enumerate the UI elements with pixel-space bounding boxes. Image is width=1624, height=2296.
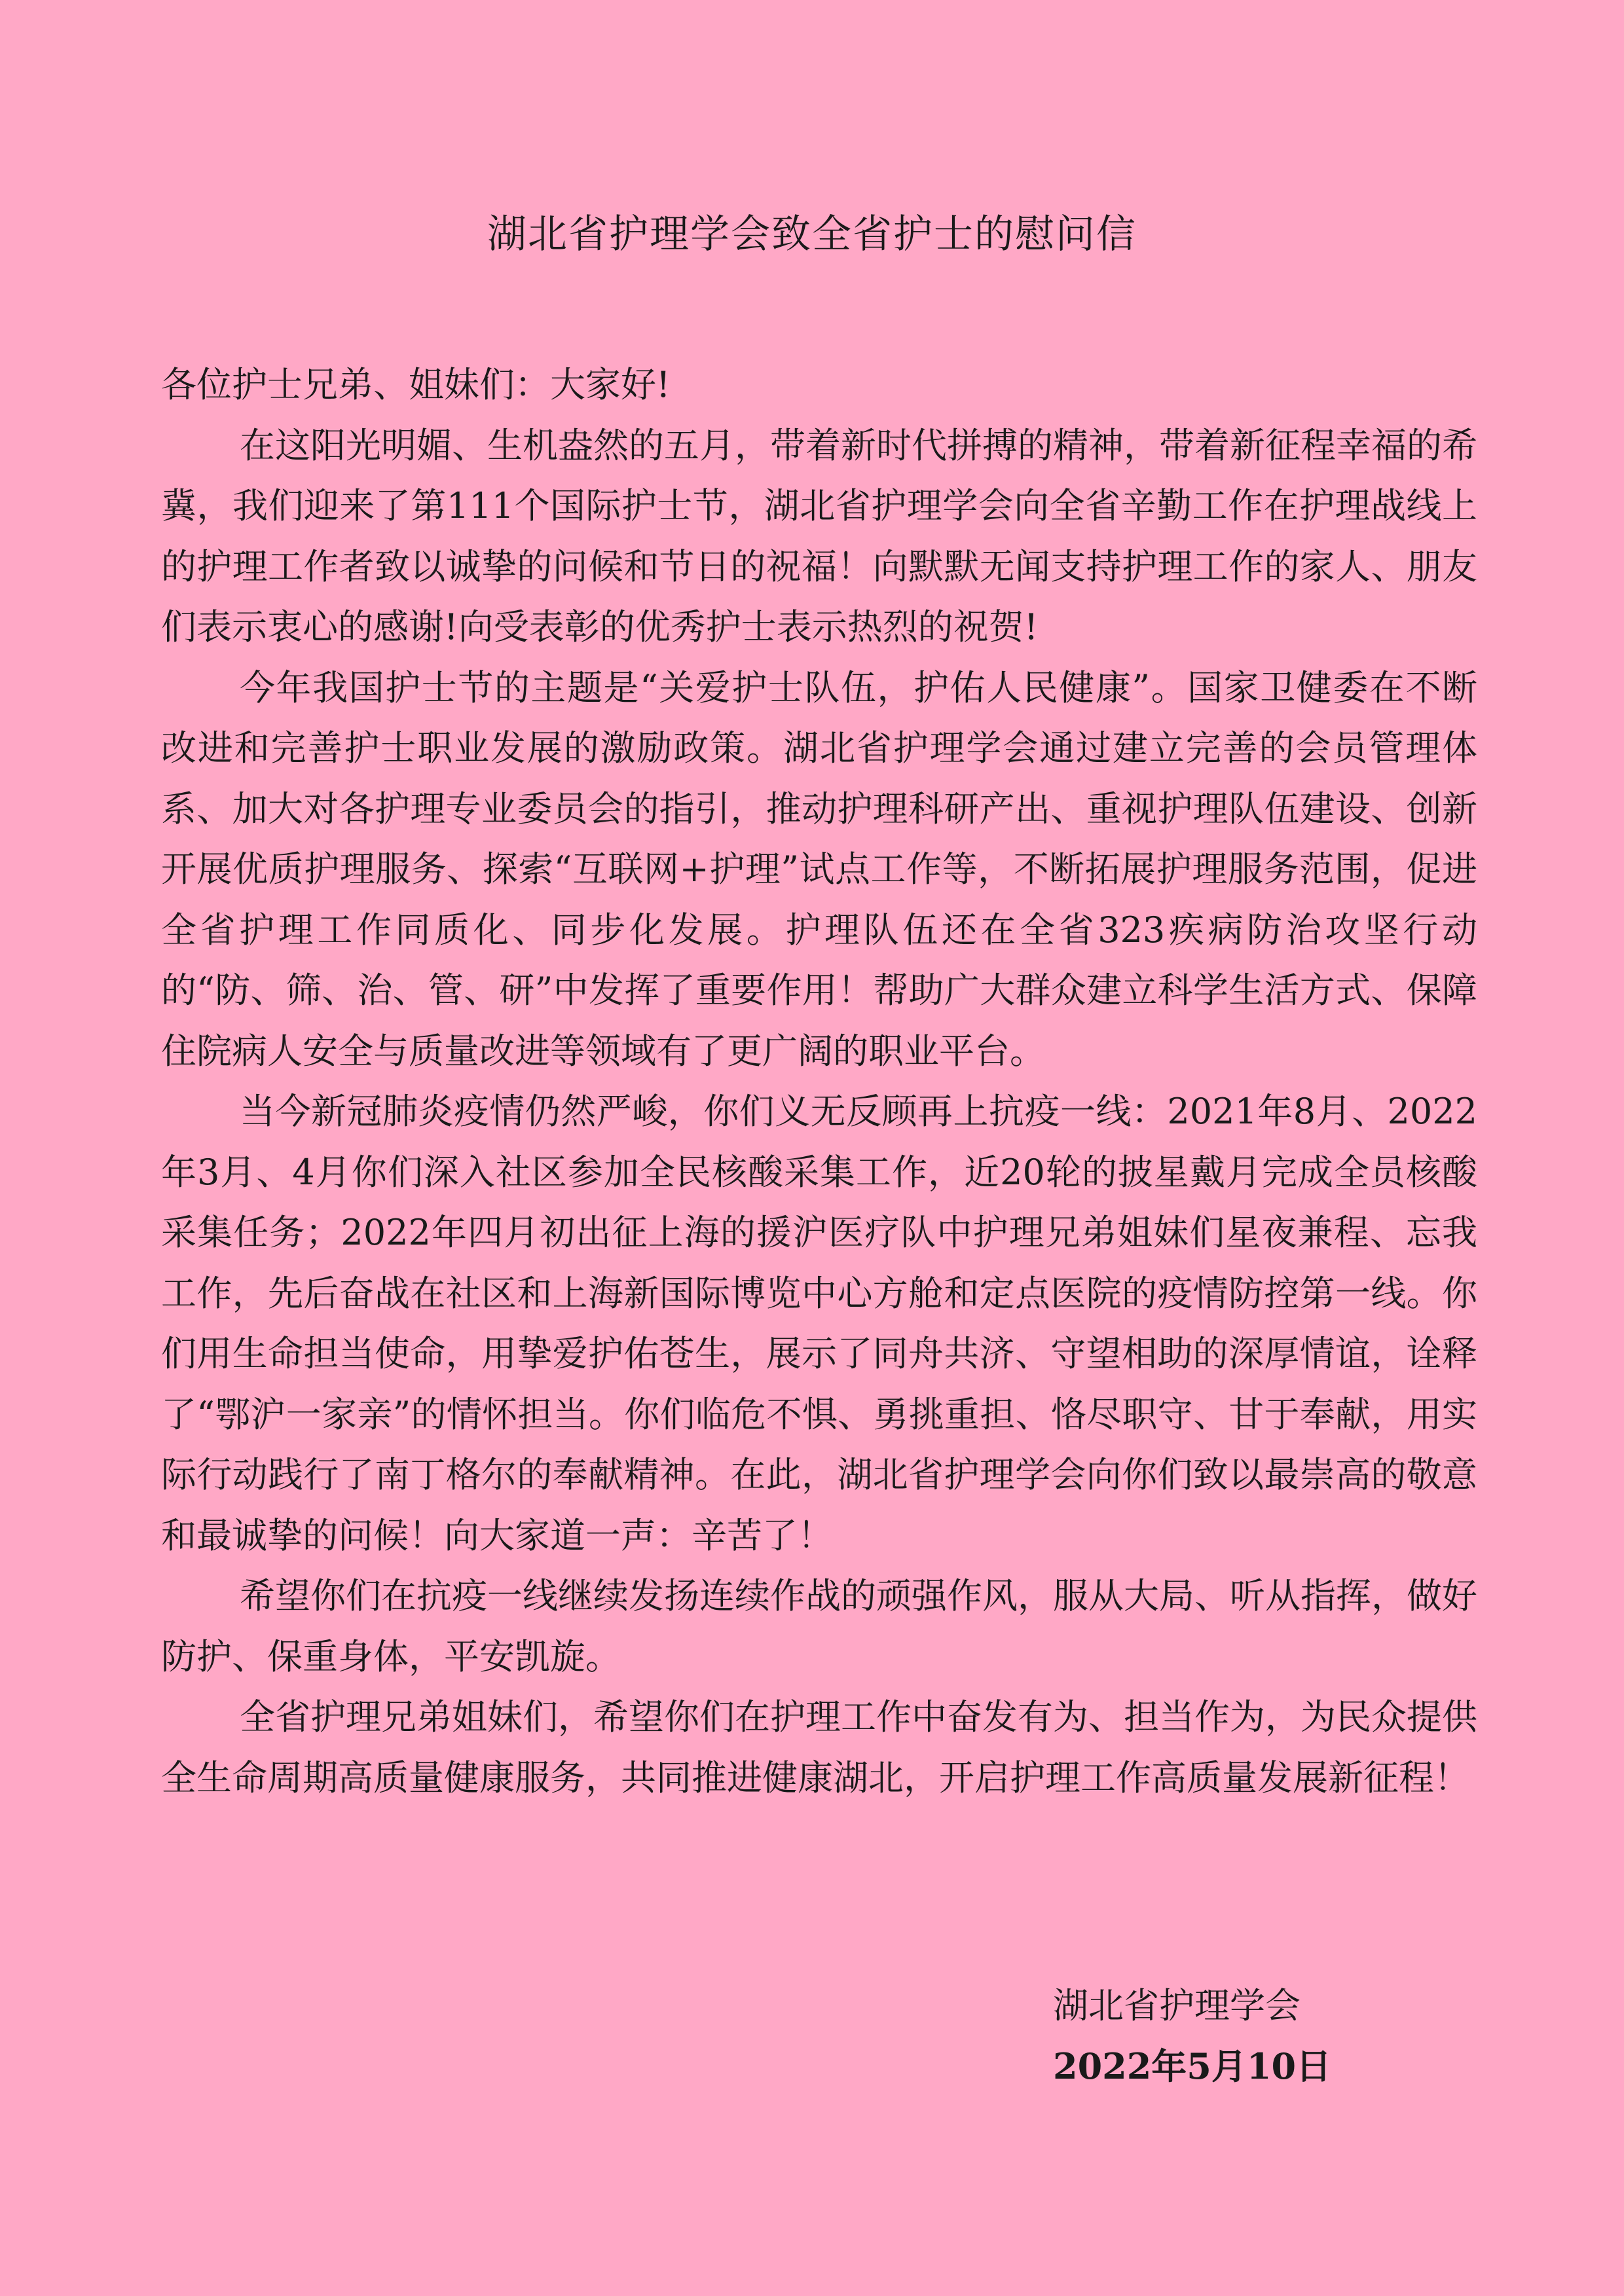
paragraph-pandemic-work: 当今新冠肺炎疫情仍然严峻，你们义无反顾再上抗疫一线：2021年8月、2022年3月、4月你们深入社区参加全民核酸采集工作，近20轮的披星戴月完成全员核酸采集任务；2022年四月初出征上海的援沪医疗队中护理兄弟姐妹们星夜兼程、忘我工作，先后奋战在社区和上海新国际博览中心方舱和定点医院的疫情防控第一线。你们用生命担当使命，用挚爱护佑苍生，展示了同舟共济、守望相助的深厚情谊，诠释了“鄂沪一家亲”的情怀担当。你们临危不惧、勇挑重担、恪尽职守、甘于奉献，用实际行动践行了南丁格尔的奉献精神。在此，湖北省护理学会向你们致以最崇高的敬意和最诚挚的问候！向大家道一声：辛苦了！ (161, 1091, 1477, 1556)
paragraph-closing: 全省护理兄弟姐妹们，希望你们在护理工作中奋发有为、担当作为，为民众提供全生命周期高质量健康服务，共同推进健康湖北，开启护理工作高质量发展新征程！ (161, 1696, 1477, 1798)
paragraph-nurses-day-theme: 今年我国护士节的主题是“关爱护士队伍，护佑人民健康”。国家卫健委在不断改进和完善护士职业发展的激励政策。湖北省护理学会通过建立完善的会员管理体系、加大对各护理专业委员会的指引，推动护理科研产出、重视护理队伍建设、创新开展优质护理服务、探索“互联网+护理”试点工作等，不断拓展护理服务范围，促进全省护理工作同质化、同步化发展。护理队伍还在全省323疾病防治攻坚行动的“防、筛、治、管、研”中发挥了重要作用！帮助广大群众建立科学生活方式、保障住院病人安全与质量改进等领域有了更广阔的职业平台。 (161, 666, 1477, 1072)
signature-organization: 湖北省护理学会 (1053, 1985, 1301, 2026)
letter-title: 湖北省护理学会致全省护士的慰问信 (487, 211, 1137, 257)
letter-greeting: 各位护士兄弟、姐妹们：大家好! (161, 364, 671, 405)
signature-date: 2022年5月10日 (1053, 2045, 1332, 2087)
letter-body (161, 355, 1477, 1808)
paragraph-festival-greeting: 在这阳光明媚、生机盎然的五月，带着新时代拼搏的精神，带着新征程幸福的希冀，我们迎来了第111个国际护士节，湖北省护理学会向全省辛勤工作在护理战线上的护理工作者致以诚挚的问候和节日的祝福！向默默无闻支持护理工作的家人、朋友们表示衷心的感谢!向受表彰的优秀护士表示热烈的祝贺! (161, 424, 1477, 647)
letter-signature (1053, 1976, 1511, 2096)
paragraph-hope-frontline: 希望你们在抗疫一线继续发扬连续作战的顽强作风，服从大局、听从指挥，做好防护、保重身体，平安凯旋。 (161, 1575, 1477, 1677)
